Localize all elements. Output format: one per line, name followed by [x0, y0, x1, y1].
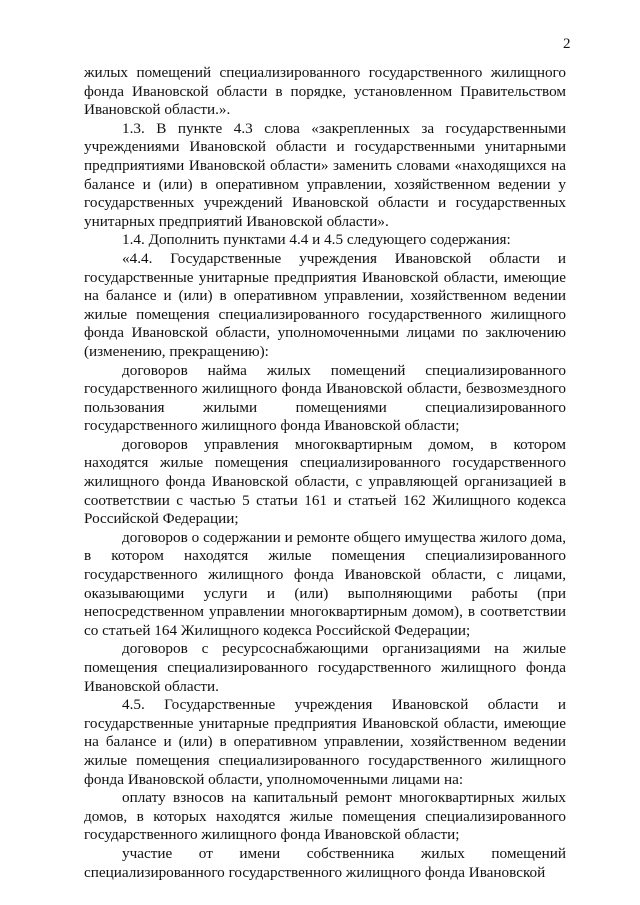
document-body: [84, 64, 566, 882]
page-number: 2: [563, 36, 571, 52]
list-item-maintenance-contracts: договоров о содержании и ремонте общего имущества жилого дома, в котором находятся жилые помещения специализированного государственного жилищного фонда Ивановской области, с лицами, оказывающими услуги и (или) выполняющими работы (при непосредственном управлении многоквартирным домом), в соответствии со статьей 164 Жилищного кодекса Российской Федерации;: [84, 528, 566, 639]
paragraph-4-5: 4.5. Государственные учреждения Ивановской области и государственные унитарные предприятия Ивановской области, имеющие на балансе и (или) в оперативном управлении, хозяйственном ведении жилые помещения специализированного государственного жилищного фонда Ивановской области, уполномоченными лицами на:: [84, 696, 566, 788]
list-item-resource-contracts: договоров с ресурсоснабжающими организациями на жилые помещения специализированного государственного жилищного фонда Ивановской области.: [84, 640, 566, 695]
paragraph-1-3: 1.3. В пункте 4.3 слова «закрепленных за государственными учреждениями Ивановской области и государственными унитарными предприятиями Ивановской области» заменить словами «находящихся на балансе и (или) в оперативном управлении, хозяйственном ведении у государственных учреждений Ивановской области и государственных унитарных предприятий Ивановской области».: [84, 119, 566, 230]
paragraph-continuation: жилых помещений специализированного государственного жилищного фонда Ивановской области в порядке, установленном Правительством Ивановской области.».: [84, 64, 566, 119]
list-item-management-contracts: договоров управления многоквартирным домом, в котором находятся жилые помещения специализированного государственного жилищного фонда Ивановской области, с управляющей организацией в соответствии с частью 5 статьи 161 и статьей 162 Жилищного кодекса Российской Федерации;: [84, 435, 566, 528]
paragraph-4-4: «4.4. Государственные учреждения Ивановской области и государственные унитарные предприятия Ивановской области, имеющие на балансе и (или) в оперативном управлении, хозяйственном ведении жилые помещения специализированного государственного жилищного фонда Ивановской области, уполномоченными лицами по заключению (изменению, прекращению):: [84, 249, 566, 360]
list-item-capital-repair-fees: оплату взносов на капитальный ремонт многоквартирных жилых домов, в которых находятся жилые помещения специализированного государственного жилищного фонда Ивановской области;: [84, 789, 566, 844]
list-item-rental-contracts: договоров найма жилых помещений специализированного государственного жилищного фонда Ивановской области, безвозмездного пользования жилыми помещениями специализированного государственного жилищного фонда Ивановской области;: [84, 361, 566, 435]
list-item-participation: участие от имени собственника жилых помещений специализированного государственного жилищного фонда Ивановской: [84, 844, 566, 881]
paragraph-1-4: 1.4. Дополнить пунктами 4.4 и 4.5 следующего содержания:: [122, 231, 511, 249]
